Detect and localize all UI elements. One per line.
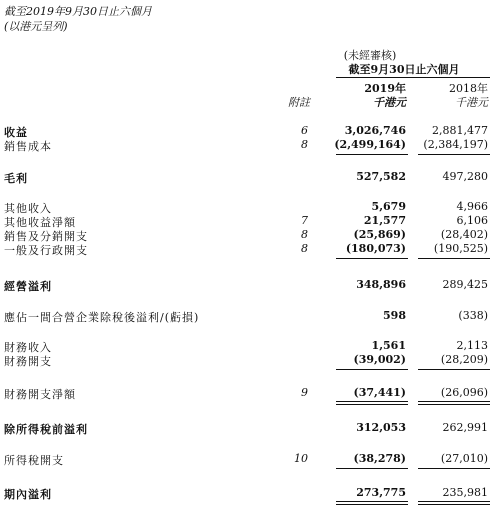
row-note: 9 (301, 386, 308, 399)
row-value-2018: (190,525) (433, 242, 488, 255)
row-note: 6 (301, 124, 308, 137)
row-value-2019: (39,002) (353, 353, 406, 366)
row-note: 10 (294, 452, 308, 465)
row-label-selling-expenses: 銷售及分銷開支 (4, 230, 88, 243)
row-label-operating-profit: 經營溢利 (4, 280, 52, 293)
row-value-2018: 262,991 (442, 421, 488, 434)
unit-2019-header: 千港元 (373, 96, 406, 109)
row-value-2018: (28,402) (440, 228, 488, 241)
year-2018-header: 2018年 (449, 82, 488, 95)
row-value-2019: 21,577 (363, 214, 406, 227)
unaudited-label: (未經審核) (343, 49, 397, 62)
row-label-gross-profit: 毛利 (4, 172, 28, 185)
unit-2018-header: 千港元 (455, 96, 488, 109)
row-note: 7 (301, 214, 308, 227)
row-value-2019: (25,869) (353, 228, 406, 241)
statement-period: 截至2019年9月30日止六個月 (4, 5, 152, 18)
row-value-2018: 4,966 (456, 200, 488, 213)
row-label-revenue: 收益 (4, 126, 28, 139)
row-value-2018: 235,981 (442, 486, 488, 499)
row-label-profit-before-tax: 除所得稅前溢利 (4, 423, 88, 436)
row-value-2018: 497,280 (442, 170, 488, 183)
row-value-2018: (26,096) (440, 386, 488, 399)
row-label-jv-share: 應佔一間合營企業除稅後溢利/(虧損) (4, 311, 200, 324)
row-value-2018: 2,881,477 (432, 124, 488, 137)
row-value-2019: (38,278) (353, 452, 406, 465)
row-value-2019: 348,896 (356, 278, 406, 291)
row-value-2019: 527,582 (356, 170, 406, 183)
row-value-2019: 598 (383, 309, 406, 322)
row-value-2019: (180,073) (345, 242, 406, 255)
row-value-2019: (2,499,164) (334, 138, 406, 151)
row-value-2018: 2,113 (456, 339, 488, 352)
note-column-header: 附註 (288, 96, 310, 109)
row-value-2018: (27,010) (440, 452, 488, 465)
row-value-2018: (2,384,197) (423, 138, 488, 151)
row-label-finance-costs: 財務開支 (4, 355, 52, 368)
row-value-2018: (338) (458, 309, 488, 322)
row-value-2019: 3,026,746 (344, 124, 406, 137)
row-value-2019: 5,679 (371, 200, 406, 213)
row-label-other-income: 其他收入 (4, 202, 52, 215)
row-label-admin-expenses: 一般及行政開支 (4, 244, 88, 257)
row-value-2019: 1,561 (371, 339, 406, 352)
row-label-income-tax: 所得稅開支 (4, 454, 64, 467)
currency-note: (以港元呈列) (4, 20, 68, 33)
row-label-other-gains: 其他收益淨額 (4, 216, 76, 229)
row-note: 8 (301, 242, 308, 255)
period-label: 截至9月30日止六個月 (348, 63, 460, 76)
row-label-finance-income: 財務收入 (4, 341, 52, 354)
row-label-profit-for-period: 期內溢利 (4, 488, 52, 501)
year-2019-header: 2019年 (364, 82, 406, 95)
row-value-2018: 6,106 (456, 214, 488, 227)
row-label-cost-of-sales: 銷售成本 (4, 140, 52, 153)
row-value-2019: (37,441) (353, 386, 406, 399)
row-value-2018: (28,209) (440, 353, 488, 366)
row-note: 8 (301, 138, 308, 151)
row-label-net-finance-costs: 財務開支淨額 (4, 388, 76, 401)
row-value-2019: 312,053 (356, 421, 406, 434)
row-value-2018: 289,425 (442, 278, 488, 291)
row-value-2019: 273,775 (356, 486, 406, 499)
row-note: 8 (301, 228, 308, 241)
